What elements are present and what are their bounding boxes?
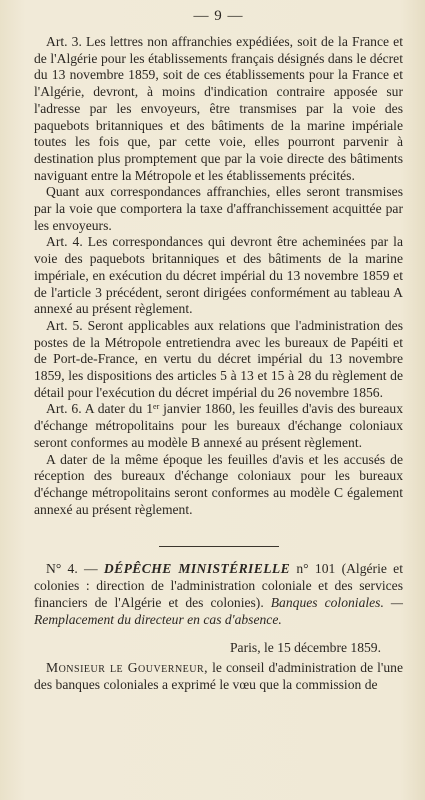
dispatch-title: DÉPÊCHE MINISTÉRIELLE	[103, 561, 291, 577]
letter-body	[34, 660, 403, 693]
paragraph-art3: Art. 3. Les lettres non affranchies expédiées, soit de la France et de l'Algérie pour les établissements français désignés dans le décret du 13 novembre 1859, soit de ces établissements pour la France et l'Algérie, devront, à moins d'indication contraire apposée sur l'adresse par les envoyeurs, être transmises par la voie des paquebots britanniques et des bâtiments de la marine impériale toutes les fois que, par cette voie, elles pourront parvenir à destination plus promptement que par la voie directe des bâtiments naviguant entre la Métropole et les établissements précités.	[34, 34, 403, 183]
art6-after: janvier 1860, les feuilles d'avis des bureaux d'échange métropolitains pour les bureaux d'échange coloniaux seront conformes au modèle B annexé au présent règlement.	[34, 401, 403, 450]
dispatch-section	[34, 561, 403, 628]
paragraph-art5: Art. 5. Seront applicables aux relations que l'administration des postes de la Métropole entretiendra avec les bureaux de Papéiti et de Port-de-France, en vertu du décret impérial du 13 novembre 1859, les dispositions des articles 5 à 13 et 15 à 28 du règlement de détail pour l'exécution du décret impérial du 26 novembre 1856.	[34, 317, 403, 400]
dispatch-number: N° 4. —	[46, 561, 98, 577]
paragraph-affranchies: Quant aux correspondances affranchies, elles seront transmises par la voie que comportera la taxe d'affranchissement acquittée par les envoyeurs.	[34, 184, 403, 233]
page-number: — 9 —	[193, 8, 244, 24]
section-divider	[159, 546, 279, 547]
dispatch-heading	[34, 561, 403, 628]
paragraph-feuilles: A dater de la même époque les feuilles d'avis et les accusés de réception des bureaux d'échange coloniaux pour les bureaux d'échange métropolitains seront conformes au modèle C également annexé au présent règlement.	[34, 451, 403, 517]
letter-text: le conseil d'administration de l'une des banques coloniales a exprimé le vœu que la commission de	[34, 660, 403, 692]
dispatch-subject: Banques coloniales. — Remplacement du directeur en cas d'absence.	[34, 594, 403, 627]
letter-salutation: Monsieur le Gouverneur,	[46, 660, 209, 676]
art6-before: Art. 6. A dater du 1	[46, 401, 154, 417]
paragraph-art4: Art. 4. Les correspondances qui devront être acheminées par la voie des paquebots britanniques et des bâtiments de la marine impériale, en exécution du décret impérial du 13 novembre 1859 et de l'article 3 précédent, seront dirigées conformément au tableau A annexé au présent règlement.	[34, 234, 403, 317]
dispatch-reference: n° 101 (Algérie et colonies : direction de l'administration coloniale et des services financiers de l'Algérie et des colonies).	[34, 561, 403, 610]
art6-superscript: er	[153, 402, 160, 412]
paragraph-art6	[34, 401, 403, 451]
letter-date: Paris, le 15 décembre 1859.	[230, 640, 381, 656]
article-text	[34, 34, 403, 518]
